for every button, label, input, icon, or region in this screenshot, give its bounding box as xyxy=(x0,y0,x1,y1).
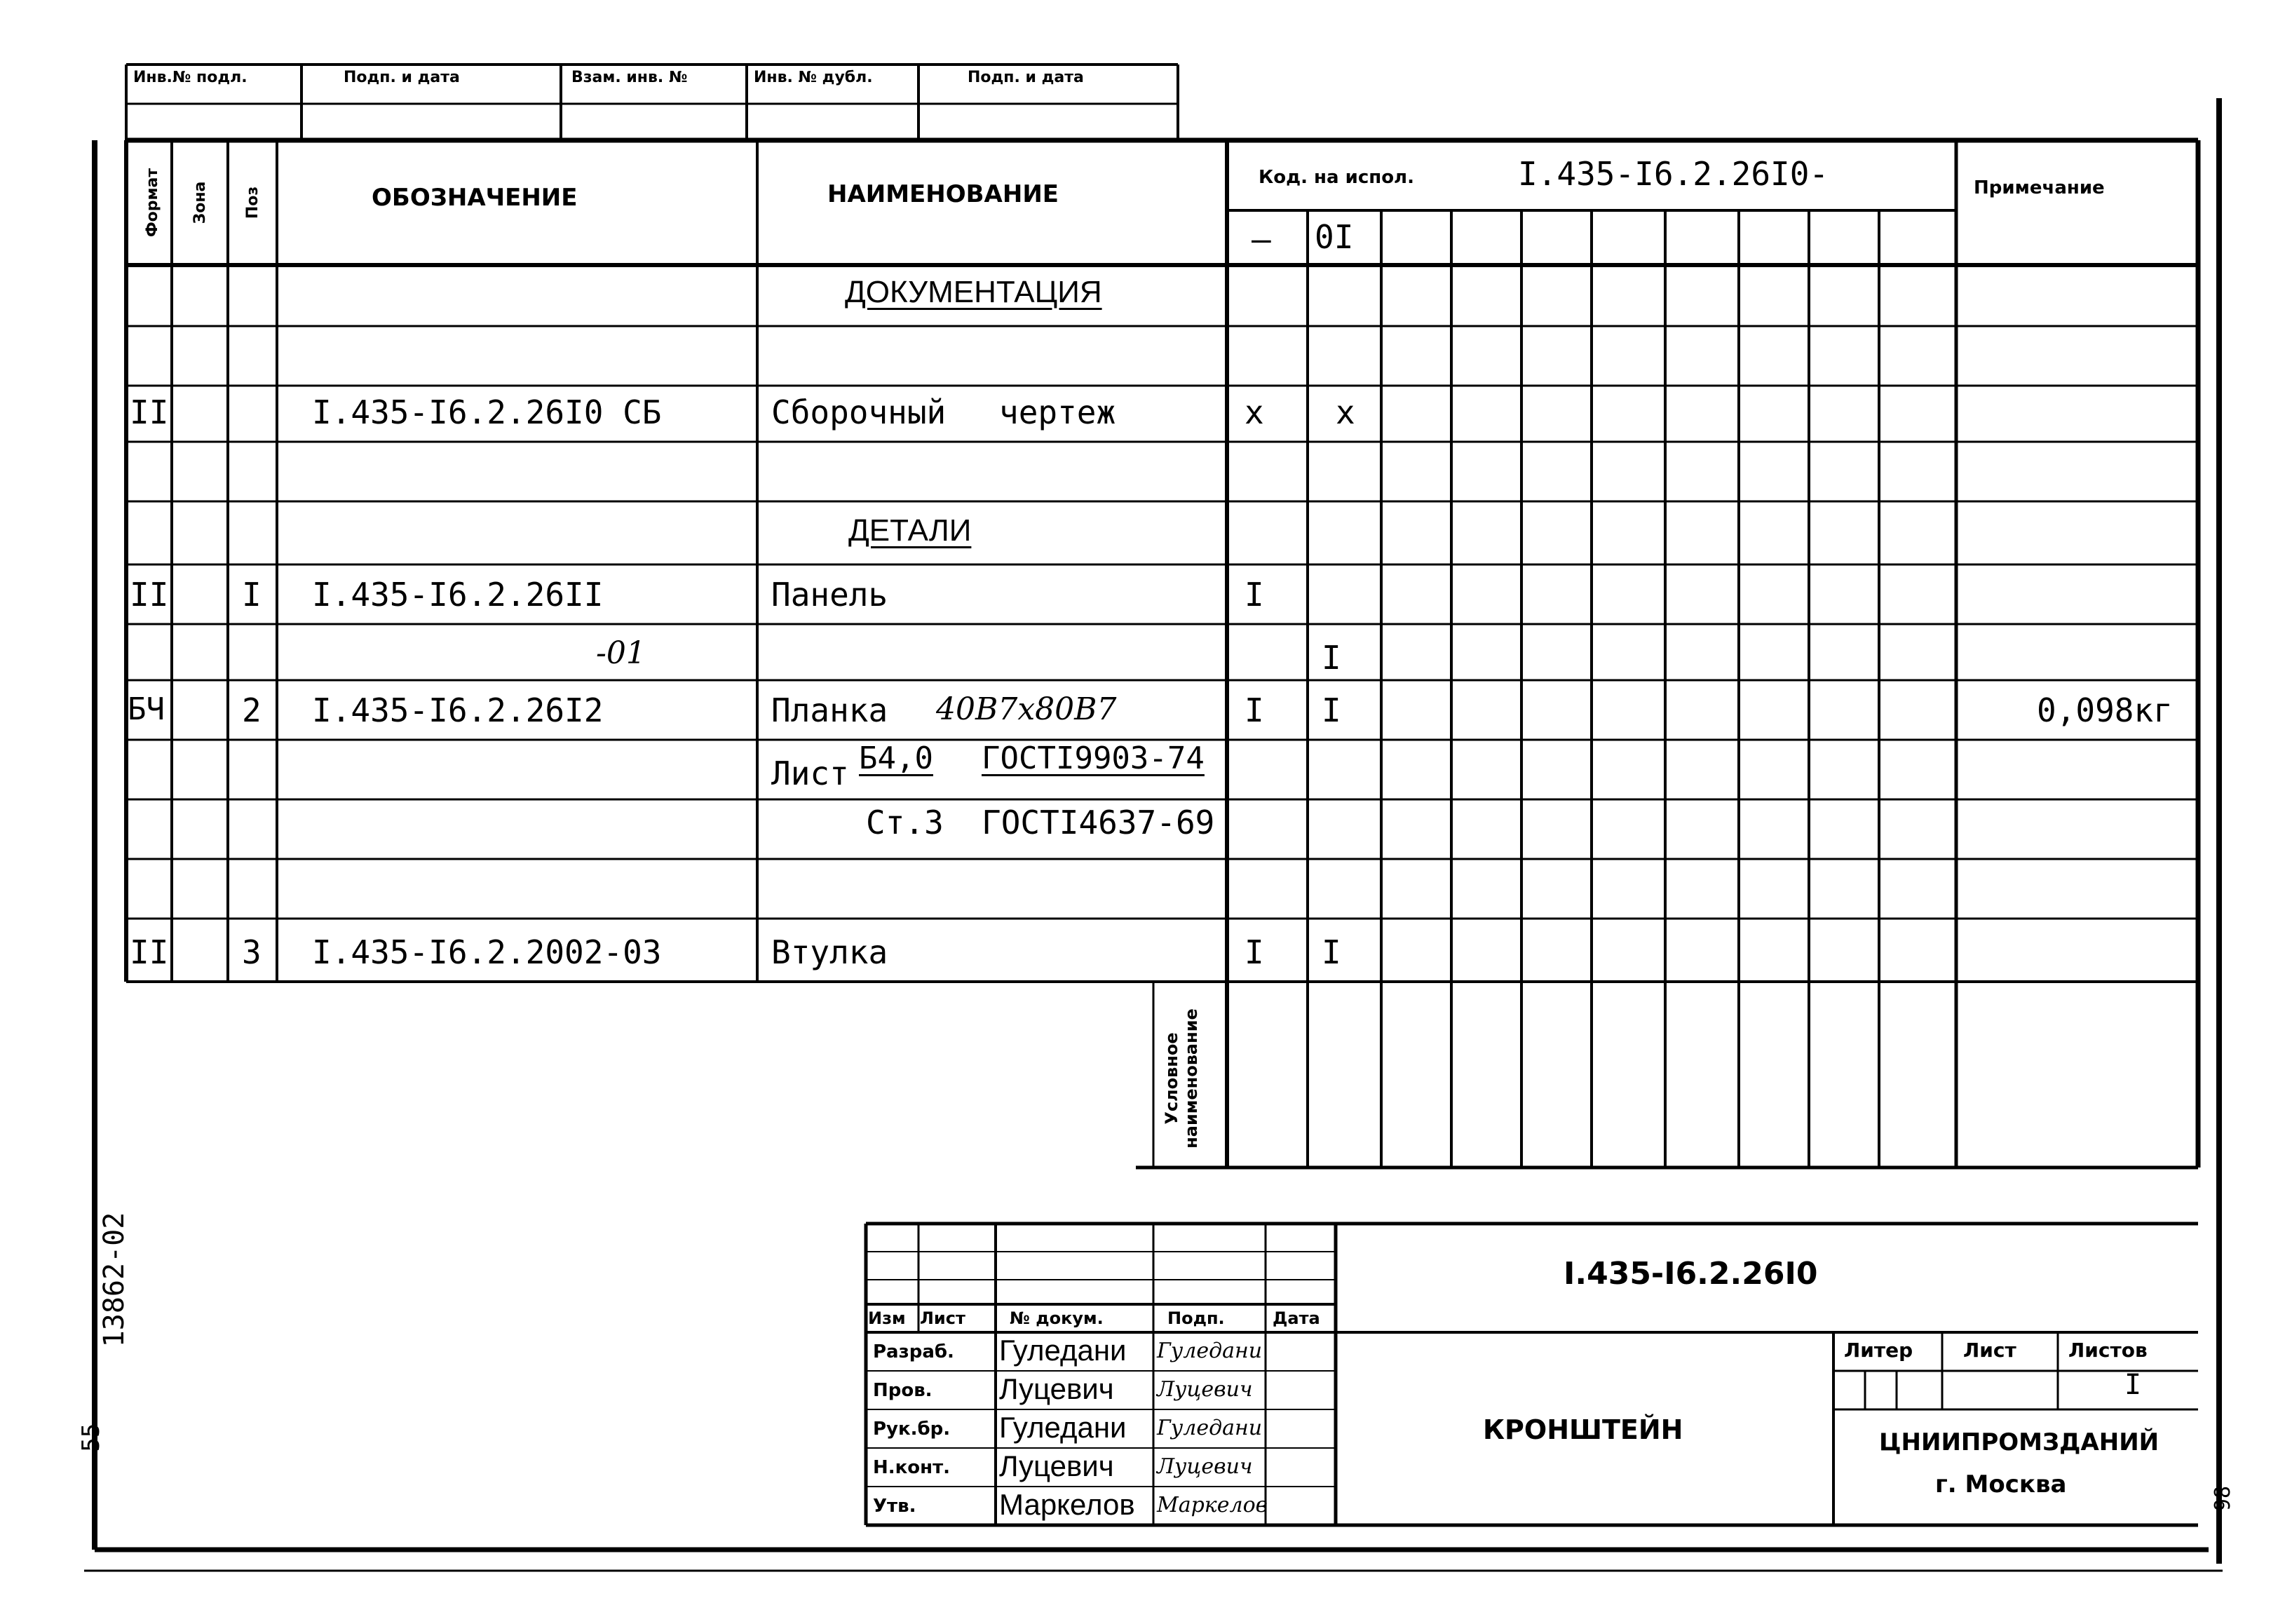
header-note: Примечание xyxy=(1974,177,2105,198)
tb-role-4: Утв. xyxy=(873,1496,916,1517)
section-documentation: ДОКУМЕНТАЦИЯ xyxy=(845,275,1102,309)
row4-designation: I.435-I6.2.2002-03 xyxy=(312,933,662,971)
row3-pos: 2 xyxy=(242,691,262,729)
title-doc-number: I.435-I6.2.26I0 xyxy=(1564,1256,1818,1292)
tb-sign-3: Луцевич xyxy=(1157,1454,1253,1479)
row3-col-dash: I xyxy=(1245,691,1264,729)
tb-name-2: Гуледани xyxy=(999,1411,1127,1444)
row3-format: БЧ xyxy=(128,691,165,727)
row2-name: Панель xyxy=(771,576,888,614)
row3c-name-b: ГОСТI4637-69 xyxy=(982,804,1215,841)
header-variant-dash: – xyxy=(1252,220,1271,258)
section-details: ДЕТАЛИ xyxy=(848,513,972,548)
row2-format: II xyxy=(130,576,169,614)
row4-col-dash: I xyxy=(1245,933,1264,971)
row3b-name-a: Лист xyxy=(771,755,849,792)
tb-name-1: Луцевич xyxy=(999,1372,1114,1405)
tb-role-0: Разраб. xyxy=(873,1341,954,1362)
header-pos: Поз xyxy=(244,186,262,219)
tb-head-izm: Изм xyxy=(868,1308,906,1328)
left-margin-small: 55 xyxy=(77,1423,105,1452)
row3-col-01: I xyxy=(1322,691,1341,729)
tb-sign-4: Маркелов xyxy=(1157,1493,1268,1517)
conditional-name-label xyxy=(1162,991,1201,1166)
header-usage-label: Код. на испол. xyxy=(1259,167,1414,188)
header-format: Формат xyxy=(144,168,161,238)
tb-head-list: Лист xyxy=(920,1308,965,1328)
row1-designation: I.435-I6.2.26I0 СБ xyxy=(312,393,662,431)
organization-city: г. Москва xyxy=(1935,1470,2067,1498)
row1-name-b: чертеж xyxy=(999,393,1116,431)
tb-role-1: Пров. xyxy=(873,1380,933,1401)
row2-pos: I xyxy=(242,576,262,614)
strip-sign-date-1: Подп. и дата xyxy=(344,69,460,86)
tb-head-data: Дата xyxy=(1273,1308,1320,1328)
tb-list-label: Лист xyxy=(1963,1339,2016,1362)
tb-head-podp: Подп. xyxy=(1167,1308,1225,1328)
row2-designation: I.435-I6.2.26II xyxy=(312,576,604,614)
header-designation: ОБОЗНАЧЕНИЕ xyxy=(372,184,578,212)
row3b-name-b: Б4,0 xyxy=(859,740,933,776)
row1-name-a: Сборочный xyxy=(771,393,947,431)
header-name: НАИМЕНОВАНИЕ xyxy=(827,180,1059,208)
left-margin-code: 13862-02 xyxy=(98,1212,130,1348)
row2b-designation: -01 xyxy=(596,635,646,671)
strip-sign-date-2: Подп. и дата xyxy=(968,69,1084,86)
strip-inv-orig: Инв.№ подл. xyxy=(133,69,248,86)
tb-name-3: Луцевич xyxy=(999,1449,1114,1482)
row3-designation: I.435-I6.2.26I2 xyxy=(312,691,604,729)
row3-name-a: Планка xyxy=(771,691,888,729)
title-name: КРОНШТЕЙН xyxy=(1483,1414,1683,1445)
row4-name: Втулка xyxy=(771,933,888,971)
row4-col-01: I xyxy=(1322,933,1341,971)
row4-format: II xyxy=(130,933,169,971)
row4-pos: 3 xyxy=(242,933,262,971)
organization-name: ЦНИИПРОМЗДАНИЙ xyxy=(1879,1428,2159,1456)
row3-name-b: 40В7х80В7 xyxy=(936,691,1117,727)
strip-replace-inv: Взам. инв. № xyxy=(571,69,688,86)
header-variant-01: 0I xyxy=(1315,218,1354,256)
row3b-name-c: ГОСТI9903-74 xyxy=(982,740,1205,776)
tb-litera-label: Литер xyxy=(1844,1339,1913,1362)
header-usage-code: I.435-I6.2.26I0- xyxy=(1518,155,1829,193)
row1-col-dash: х xyxy=(1245,393,1264,431)
header-zone: Зона xyxy=(191,181,209,224)
conditional-name-line2: наименование xyxy=(1181,1008,1201,1149)
right-page-number: 98 xyxy=(2211,1485,2235,1512)
row3-note: 0,098кг xyxy=(2037,691,2173,729)
tb-sign-2: Гуледани xyxy=(1157,1416,1263,1440)
row3c-name-a: Ст.3 xyxy=(866,804,944,841)
strip-inv-dup: Инв. № дубл. xyxy=(754,69,873,86)
row2-col-dash: I xyxy=(1245,576,1264,614)
row1-col-01: х xyxy=(1336,393,1355,431)
tb-sign-0: Гуледани xyxy=(1157,1339,1263,1363)
tb-listov-value: I xyxy=(2124,1369,2142,1401)
row1-format: II xyxy=(130,393,169,431)
tb-listov-label: Листов xyxy=(2068,1339,2148,1362)
tb-head-ndoc: № докум. xyxy=(1010,1308,1104,1328)
tb-role-3: Н.конт. xyxy=(873,1457,951,1478)
tb-role-2: Рук.бр. xyxy=(873,1419,951,1440)
tb-sign-1: Луцевич xyxy=(1157,1377,1253,1402)
tb-name-0: Гуледани xyxy=(999,1334,1127,1367)
row2b-col-01: I xyxy=(1322,639,1341,677)
tb-name-4: Маркелов xyxy=(999,1488,1135,1521)
conditional-name-line1: Условное xyxy=(1162,1032,1181,1125)
